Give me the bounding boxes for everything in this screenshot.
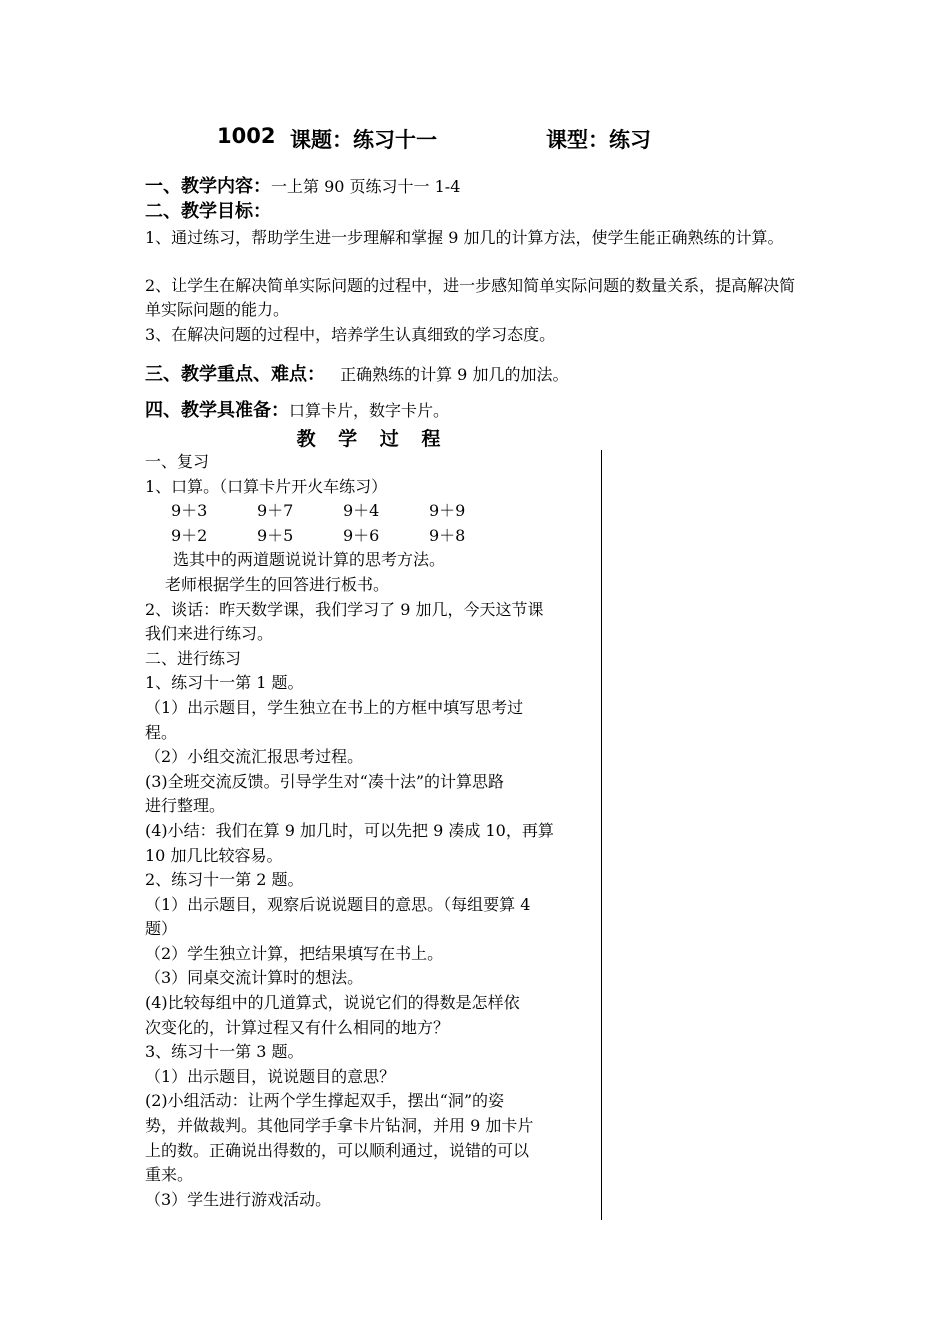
process-column bbox=[145, 450, 597, 1212]
process-line: （3）同桌交流计算时的想法。 bbox=[145, 968, 364, 988]
process-line: (2)小组活动：让两个学生撑起双手，摆出“洞”的姿 bbox=[145, 1091, 505, 1111]
process-line: 势，并做裁判。其他同学手拿卡片钻洞，并用 9 加卡片 bbox=[145, 1116, 534, 1136]
process-line: 程。 bbox=[145, 722, 178, 742]
math-expression: 9＋9 bbox=[429, 501, 466, 521]
column-divider bbox=[601, 450, 602, 1220]
teaching-content-text: 一上第 90 页练习十一 1-4 bbox=[271, 177, 461, 196]
process-line: 2、谈话：昨天数学课，我们学习了 9 加几，今天这节课 bbox=[145, 599, 544, 619]
process-line: (3)全班交流反馈。引导学生对“凑十法”的计算思路 bbox=[145, 771, 505, 791]
process-line: 我们来进行练习。 bbox=[145, 624, 274, 644]
math-expression: 9＋8 bbox=[429, 525, 466, 545]
goal-2: 2、让学生在解决简单实际问题的过程中，进一步感知简单实际问题的数量关系，提高解决简单实际问题的能力。 bbox=[145, 276, 796, 319]
teaching-content-label: 一、教学内容： bbox=[145, 176, 271, 197]
process-line: 2、练习十一第 2 题。 bbox=[145, 870, 304, 890]
process-line: 老师根据学生的回答进行板书。 bbox=[165, 574, 390, 594]
math-row bbox=[145, 499, 597, 524]
teaching-prep-label: 四、教学具准备： bbox=[145, 400, 289, 421]
process-line: 题） bbox=[145, 919, 178, 939]
teaching-prep bbox=[145, 399, 449, 423]
process-title: 教 学 过 程 bbox=[296, 428, 449, 450]
key-points-text: 正确熟练的计算 9 加几的加法。 bbox=[340, 365, 569, 384]
math-expression: 9＋5 bbox=[257, 525, 294, 545]
process-line: （3）学生进行游戏活动。 bbox=[145, 1189, 332, 1209]
lesson-type: 课型：练习 bbox=[546, 128, 651, 152]
process-line: 选其中的两道题说说计算的思考方法。 bbox=[173, 550, 446, 570]
math-row bbox=[145, 524, 597, 549]
process-line: 进行整理。 bbox=[145, 796, 226, 816]
teaching-goals-label: 二、教学目标： bbox=[145, 201, 271, 222]
process-line: （1）出示题目，观察后说说题目的意思。（每组要算 4 bbox=[145, 894, 531, 914]
process-line: 二、进行练习 bbox=[145, 648, 242, 668]
process-line: 1、练习十一第 1 题。 bbox=[145, 673, 304, 693]
teaching-prep-text: 口算卡片，数字卡片。 bbox=[289, 401, 450, 420]
teaching-content bbox=[145, 175, 460, 199]
key-points-label: 三、教学重点、难点： bbox=[145, 364, 325, 385]
process-line: (4)比较每组中的几道算式，说说它们的得数是怎样依 bbox=[145, 993, 520, 1013]
math-expression: 9＋7 bbox=[257, 501, 294, 521]
process-line: 上的数。正确说出得数的，可以顺利通过，说错的可以 bbox=[145, 1140, 530, 1160]
process-line: （2）小组交流汇报思考过程。 bbox=[145, 747, 364, 767]
math-expression: 9＋6 bbox=[343, 525, 380, 545]
lesson-topic: 课题：练习十一 bbox=[290, 128, 437, 152]
math-expression: 9＋4 bbox=[343, 501, 380, 521]
process-line: 3、练习十一第 3 题。 bbox=[145, 1042, 304, 1062]
process-line: 10 加几比较容易。 bbox=[145, 845, 283, 865]
lesson-number: 1002 bbox=[217, 124, 276, 148]
teaching-goals-heading bbox=[145, 200, 271, 224]
process-line: 1、口算。（口算卡片开火车练习） bbox=[145, 476, 388, 496]
key-points bbox=[145, 363, 568, 387]
process-line: 重来。 bbox=[145, 1165, 194, 1185]
process-line: （1）出示题目，说说题目的意思？ bbox=[145, 1066, 396, 1086]
process-line: 次变化的，计算过程又有什么相同的地方？ bbox=[145, 1017, 450, 1037]
goal-1: 1、通过练习，帮助学生进一步理解和掌握 9 加几的计算方法，使学生能正确熟练的计算。 bbox=[145, 228, 784, 247]
process-line: （2）学生独立计算，把结果填写在书上。 bbox=[145, 943, 444, 963]
process-line: (4)小结：我们在算 9 加几时，可以先把 9 凑成 10，再算 bbox=[145, 820, 554, 840]
math-expression: 9＋2 bbox=[171, 525, 208, 545]
process-line: 一、复习 bbox=[145, 452, 210, 471]
process-line: （1）出示题目，学生独立在书上的方框中填写思考过 bbox=[145, 697, 524, 717]
goal-3: 3、在解决问题的过程中，培养学生认真细致的学习态度。 bbox=[145, 325, 556, 344]
math-expression: 9＋3 bbox=[171, 501, 208, 521]
